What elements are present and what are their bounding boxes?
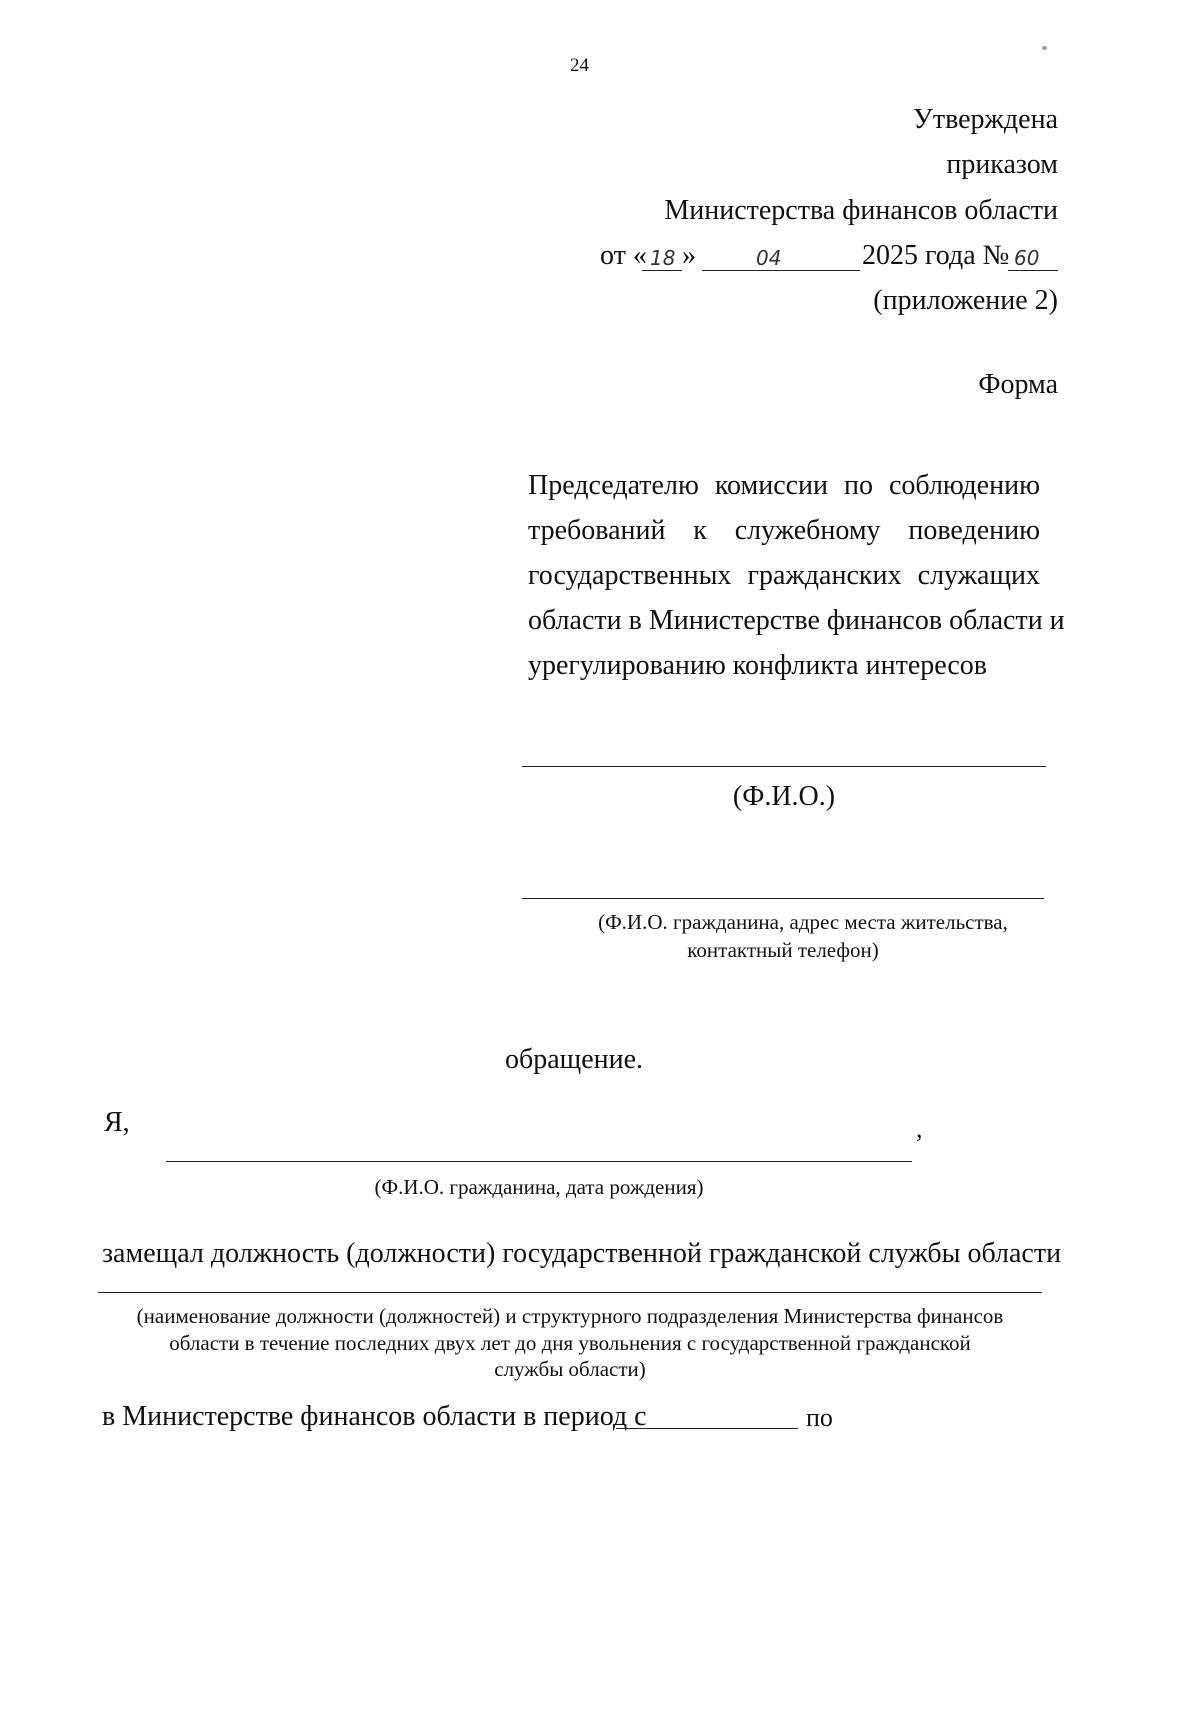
citizen-fio-birth-line <box>166 1161 912 1162</box>
approval-line-approved: Утверждена <box>913 104 1058 135</box>
position-caption-2: области в течение последних двух лет до дня увольнения с государственной гражданской <box>169 1331 971 1355</box>
addressee-word: Председателю <box>528 470 699 501</box>
addressee-line-2 <box>528 517 1040 562</box>
i-label: Я, <box>104 1107 130 1138</box>
citizen-info-line <box>522 898 1044 899</box>
addressee-line-3 <box>528 562 1040 607</box>
period-to: по <box>806 1403 833 1432</box>
citizen-info-caption-1: (Ф.И.О. гражданина, адрес места жительства, <box>598 910 1008 934</box>
period-text: в Министерстве финансов области в период с <box>102 1401 647 1432</box>
approval-line-ministry: Министерства финансов области <box>664 195 1058 226</box>
citizen-info-caption-2: контактный телефон) <box>687 938 879 962</box>
approval-month: 04 <box>756 246 782 270</box>
approval-appendix: (приложение 2) <box>873 285 1058 316</box>
approval-number: 60 <box>1014 246 1040 270</box>
addressee-word: поведению <box>908 515 1041 546</box>
addressee-word: соблюдению <box>888 470 1040 501</box>
number-underline <box>1008 270 1058 271</box>
addressee-line-4: области в Министерстве финансов области и <box>528 605 1065 636</box>
addressee-line-1 <box>528 472 1040 517</box>
chairman-fio-line <box>522 766 1046 767</box>
appeal-title: обращение. <box>505 1044 644 1075</box>
addressee-word: служащих <box>917 560 1040 591</box>
citizen-fio-birth-caption: (Ф.И.О. гражданина, дата рождения) <box>374 1175 704 1199</box>
chairman-fio-caption: (Ф.И.О.) <box>732 781 836 812</box>
addressee-block <box>528 470 1065 697</box>
page-number: 24 <box>570 55 589 76</box>
approval-day: 18 <box>650 246 676 270</box>
addressee-line-5: урегулированию конфликта интересов <box>528 650 988 681</box>
month-underline <box>702 270 860 271</box>
approval-line-order: приказом <box>946 149 1058 180</box>
addressee-word: требований <box>528 515 666 546</box>
addressee-word: к <box>693 515 707 546</box>
held-position-text: замещал должность (должности) государственной гражданской службы области <box>102 1238 1062 1269</box>
period-from-line <box>616 1428 798 1429</box>
scan-mark <box>1042 46 1047 50</box>
position-line <box>98 1292 1042 1293</box>
position-caption-3: службы области) <box>494 1357 646 1381</box>
day-underline <box>642 270 682 271</box>
position-caption-1: (наименование должности (должностей) и структурного подразделения Министерства финансов <box>136 1304 1004 1328</box>
approval-year: 2025 года № <box>862 240 1010 271</box>
approval-date-prefix: от « <box>600 240 647 271</box>
addressee-word: по <box>844 470 873 501</box>
addressee-word: комиссии <box>714 470 829 501</box>
approval-day-close: » <box>682 240 696 271</box>
addressee-word: гражданских <box>747 560 902 591</box>
form-label: Форма <box>978 369 1058 400</box>
i-line-comma: , <box>916 1114 923 1143</box>
addressee-word: служебному <box>734 515 881 546</box>
addressee-word: государственных <box>528 560 732 591</box>
